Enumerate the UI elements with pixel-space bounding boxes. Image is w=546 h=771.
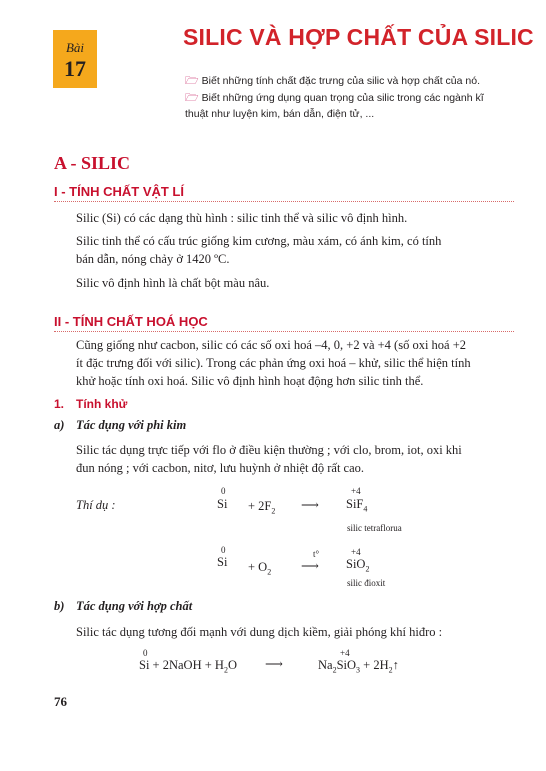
lesson-number: 17 [64, 56, 86, 81]
lesson-badge [53, 30, 97, 88]
compound-title: Tác dụng với hợp chất [76, 599, 193, 613]
reducing-number: 1. [54, 397, 65, 411]
eq1-product [346, 497, 367, 514]
eq3-ox-right: +4 [340, 648, 350, 658]
divider [54, 201, 514, 202]
reducing-heading [54, 397, 127, 411]
lesson-label: Bài [65, 40, 85, 55]
nonmetal-line-1: Silic tác dụng trực tiếp với flo ở điều kiện thường ; với clo, brom, iot, oxi khi [76, 443, 462, 457]
eq2-plus: + O [248, 560, 268, 574]
example-label: Thí dụ : [76, 498, 116, 512]
eq1-prod-sub: 4 [363, 504, 368, 514]
physical-line-3: bán dẫn, nóng chảy ở 1420 ºC. [76, 252, 230, 266]
physical-line-4: Silic vô định hình là chất bột màu nâu. [76, 276, 270, 290]
eq3-prod1-sub1: 2 [332, 665, 337, 675]
eq3-product [318, 658, 399, 675]
eq3-prod2: + 2H [363, 658, 389, 672]
eq3-left-sub: 2 [223, 665, 228, 675]
folder-icon: 🗁 [185, 75, 199, 87]
gas-arrow-icon: ↑ [392, 658, 399, 672]
eq2-ox-right: +4 [351, 547, 361, 557]
eq3-prod1-mid: SiO [336, 658, 357, 672]
objective-1 [185, 73, 515, 89]
eq2-arrow: ⟶ [301, 559, 319, 573]
objective-2-text: Biết những ứng dụng quan trọng của silic trong các ngành kĩ [201, 92, 484, 104]
eq2-name: silic đioxit [347, 578, 386, 588]
nonmetal-line-2: đun nóng ; với cacbon, nitơ, lưu huỳnh ở nhiệt độ rất cao. [76, 461, 365, 475]
objective-1-text: Biết những tính chất đặc trưng của silic và hợp chất của nó. [201, 75, 480, 87]
compound-heading [54, 599, 192, 614]
eq1-si: Si [217, 497, 228, 511]
eq2-prod-sub: 2 [365, 564, 370, 574]
eq3-ox-left: 0 [143, 648, 148, 658]
eq3-left-text: Si + 2NaOH + H [139, 658, 224, 672]
section-a-heading: A - SILIC [54, 153, 131, 173]
eq2-condition: t° [313, 549, 320, 559]
eq3-prod1: Na [318, 658, 333, 672]
eq3-left-end: O [227, 658, 237, 672]
objective-2 [185, 90, 515, 106]
eq1-prod: SiF [346, 497, 364, 511]
eq2-ox-left: 0 [221, 545, 226, 555]
nonmetal-label: a) [54, 418, 65, 432]
eq1-arrow: ⟶ [301, 498, 319, 512]
compound-label: b) [54, 599, 65, 613]
nonmetal-heading [54, 418, 186, 433]
eq1-reactant [248, 499, 275, 516]
chemical-heading: II - TÍNH CHẤT HOÁ HỌC [54, 314, 208, 329]
reducing-title: Tính khử [76, 397, 128, 411]
eq3-prod1-sub2: 3 [356, 665, 361, 675]
nonmetal-title: Tác dụng với phi kim [76, 418, 187, 432]
compound-line: Silic tác dụng tương đối mạnh với dung dịch kiềm, giải phóng khí hiđro : [76, 625, 443, 639]
page-title: SILIC VÀ HỢP CHẤT CỦA SILIC [183, 24, 534, 50]
eq2-product [346, 557, 369, 574]
eq1-ox-right: +4 [351, 486, 361, 496]
objective-2-cont: thuật như luyện kim, bán dẫn, điện tử, ... [185, 108, 375, 120]
folder-icon: 🗁 [185, 92, 199, 104]
chemical-line-3: khử hoặc tính oxi hoá. Silic vô định hình hoạt động hơn silic tinh thể. [76, 374, 424, 388]
page-number: 76 [54, 694, 67, 709]
eq2-prod: SiO [346, 557, 366, 571]
eq1-ox-left: 0 [221, 486, 226, 496]
eq1-sub: 2 [271, 506, 276, 516]
eq3-left [139, 658, 237, 675]
eq2-sub: 2 [267, 567, 272, 577]
chemical-line-1: Cũng giống như cacbon, silic có các số oxi hoá –4, 0, +2 và +4 (số oxi hoá +2 [76, 338, 467, 352]
eq3-arrow: ⟶ [265, 657, 283, 671]
divider [54, 331, 514, 332]
eq1-name: silic tetraflorua [347, 523, 402, 533]
physical-line-2: Silic tinh thể có cấu trúc giống kim cương, màu xám, có ánh kim, có tính [76, 234, 442, 248]
eq2-reactant [248, 560, 271, 577]
eq1-plus: + 2F [248, 499, 272, 513]
physical-heading: I - TÍNH CHẤT VẬT LÍ [54, 184, 184, 199]
eq3-prod2-sub: 2 [388, 665, 393, 675]
physical-line-1: Silic (Si) có các dạng thù hình : silic tinh thể và silic vô định hình. [76, 211, 408, 225]
chemical-line-2: ít đặc trưng đối với silic). Trong các phản ứng oxi hoá – khử, silic thể hiện tính [76, 356, 471, 370]
eq2-si: Si [217, 555, 228, 569]
